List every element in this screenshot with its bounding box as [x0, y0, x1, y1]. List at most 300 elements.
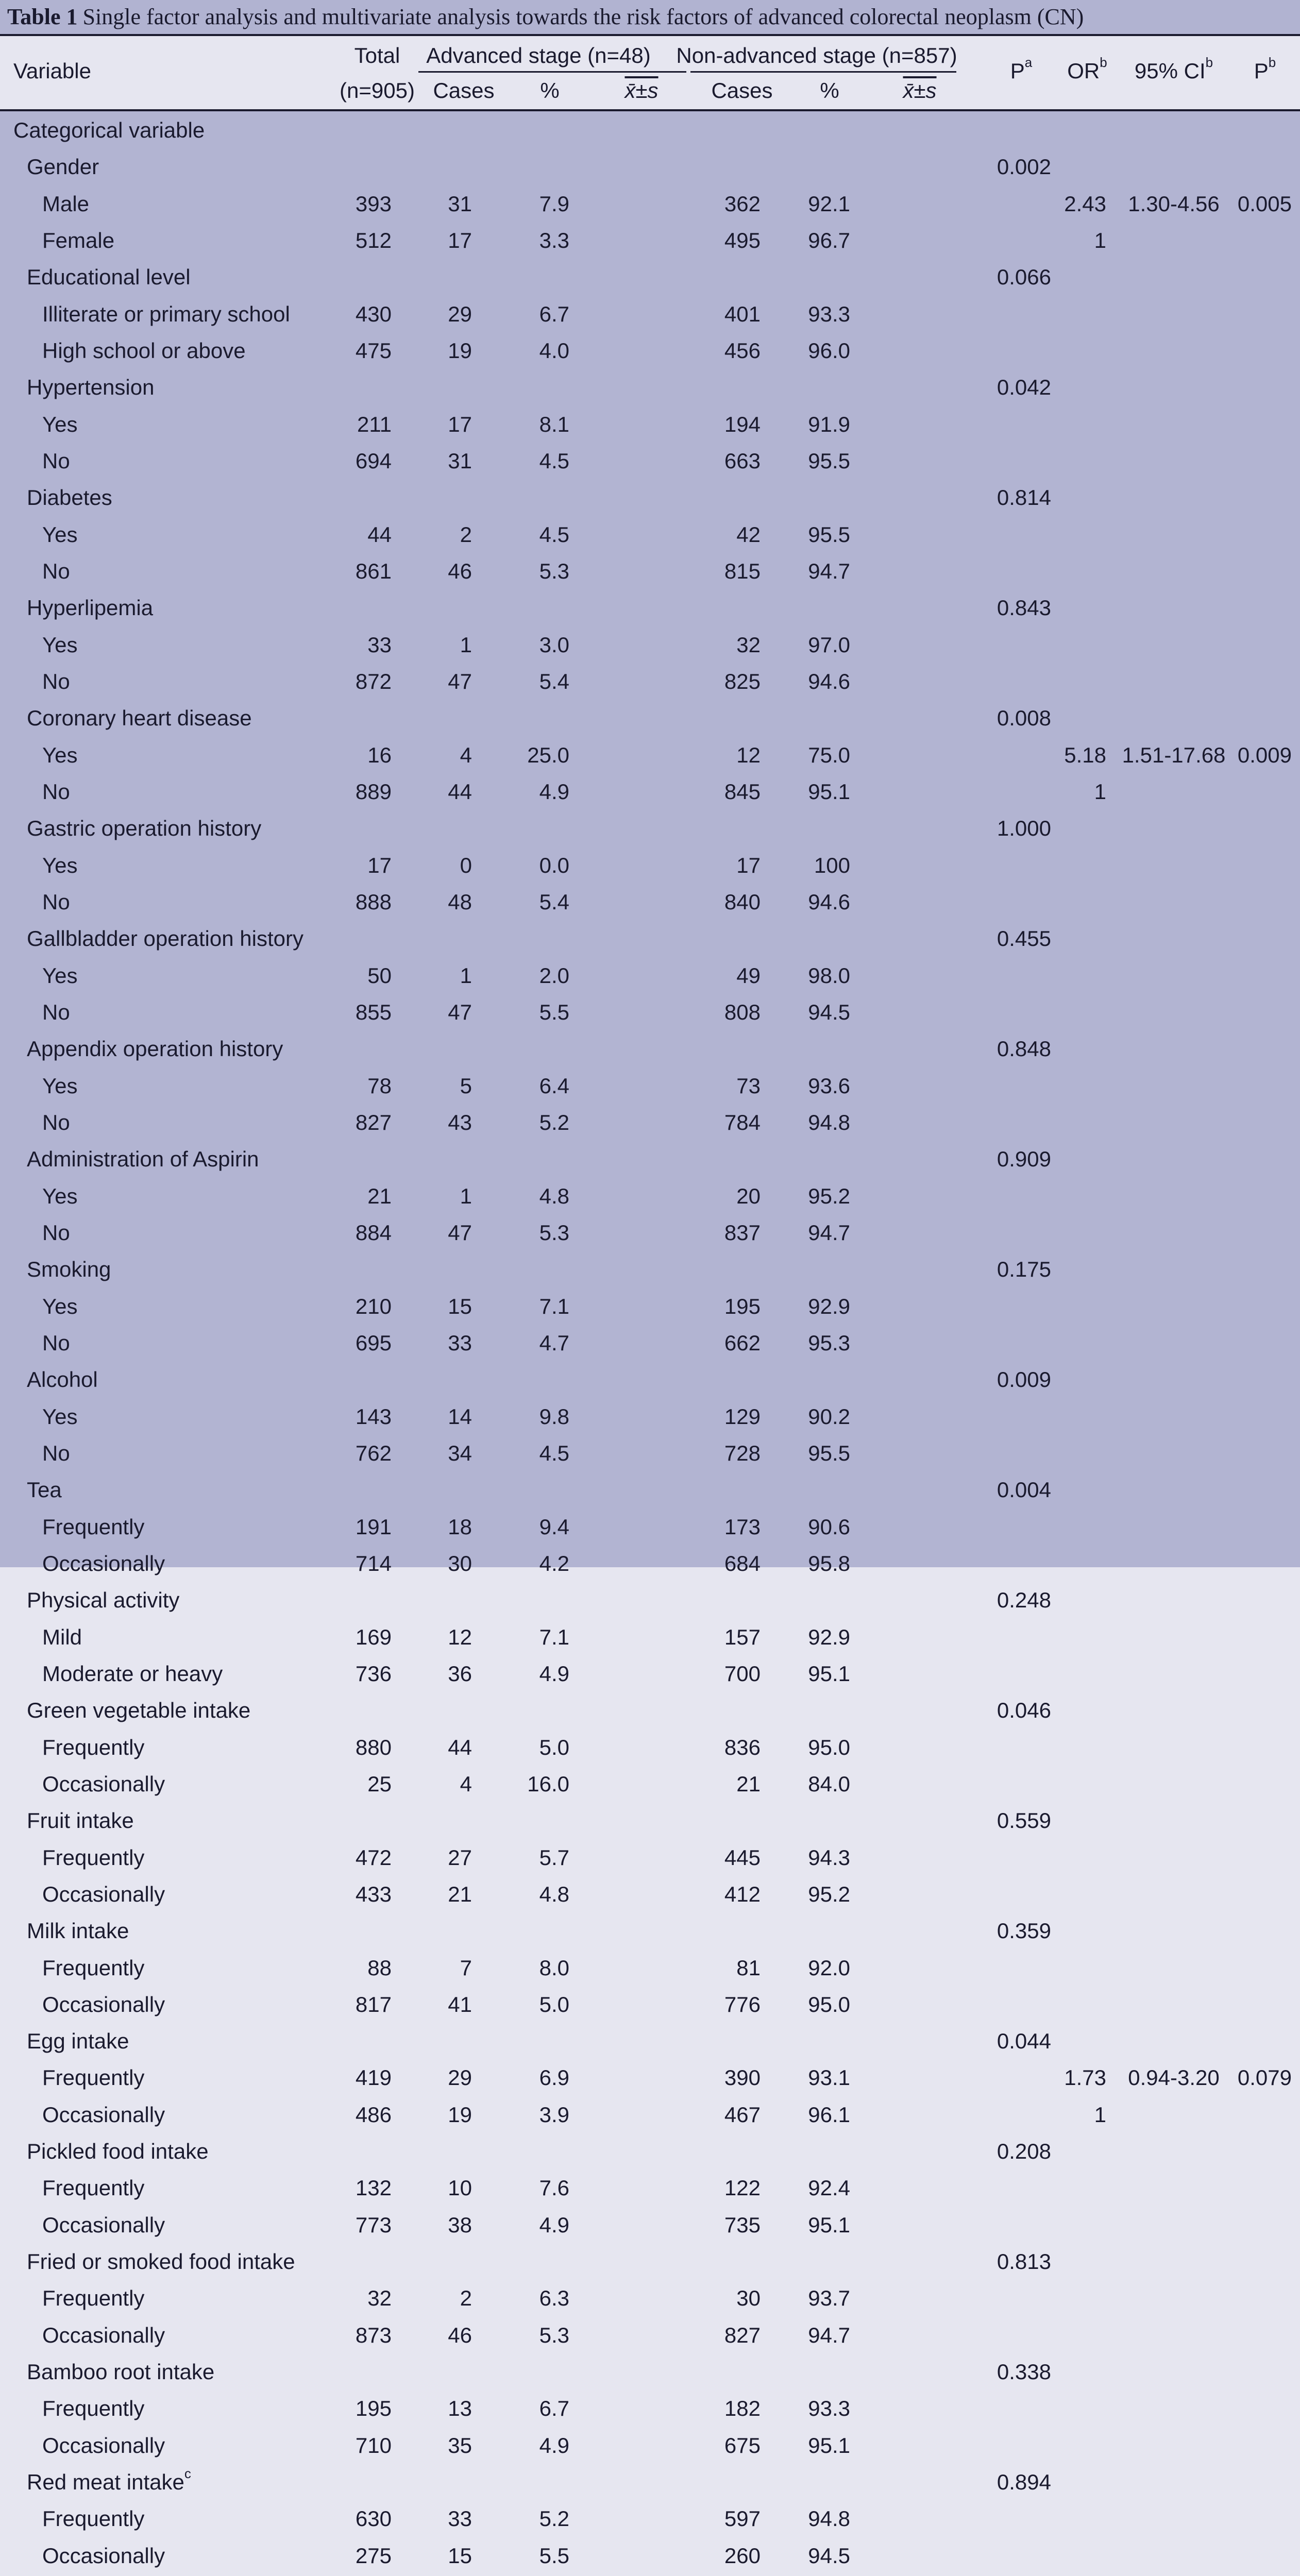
cell-adv-percent: 5.2	[539, 2506, 569, 2531]
row-label: Yes	[42, 522, 78, 547]
group-label: Pickled food intake	[27, 2139, 209, 2164]
cell-non-cases: 700	[724, 1661, 761, 1686]
cell-adv-percent: 25.0	[527, 742, 569, 767]
cell-non-cases: 597	[724, 2506, 761, 2531]
cell-non-cases: 840	[724, 889, 761, 914]
row-label: No	[42, 669, 70, 693]
cell-adv-cases: 7	[460, 1955, 472, 1980]
cell-non-cases: 663	[724, 448, 761, 473]
cell-adv-cases: 19	[448, 2102, 472, 2127]
cell-total: 143	[355, 1404, 392, 1429]
cell-non-percent: 93.6	[808, 1073, 850, 1098]
cell-adv-percent: 5.0	[539, 1992, 569, 2016]
cell-adv-percent: 7.1	[539, 1624, 569, 1649]
header-adv-percent: %	[540, 78, 560, 103]
cell-non-percent: 94.3	[808, 1845, 850, 1870]
cell-non-percent: 95.8	[808, 1551, 850, 1575]
cell-non-cases: 73	[736, 1073, 761, 1098]
header-adv-mean-sd: x̄±s	[624, 78, 659, 103]
cell-non-percent: 94.7	[808, 558, 850, 583]
cell-non-cases: 684	[724, 1551, 761, 1575]
cell-total: 16	[367, 742, 392, 767]
cell-p-a: 0.455	[997, 926, 1051, 951]
cell-total: 817	[355, 1992, 392, 2016]
cell-p-a: 0.359	[997, 1919, 1051, 1943]
cell-non-percent: 95.1	[808, 2212, 850, 2237]
cell-adv-cases: 1	[460, 1183, 472, 1208]
cell-non-cases: 808	[724, 999, 761, 1024]
cell-non-cases: 815	[724, 558, 761, 583]
cell-or: 1.73	[1064, 2065, 1106, 2090]
cell-total: 694	[355, 448, 392, 473]
cell-adv-percent: 8.1	[539, 412, 569, 436]
cell-adv-percent: 5.5	[539, 2543, 569, 2568]
row-label: No	[42, 448, 70, 473]
cell-p-a: 0.009	[997, 1367, 1051, 1392]
cell-non-cases: 662	[724, 1330, 761, 1355]
cell-p-a: 0.044	[997, 2029, 1051, 2054]
cell-non-percent: 95.0	[808, 1735, 850, 1759]
cell-non-cases: 21	[736, 1771, 761, 1796]
cell-adv-cases: 41	[448, 1992, 472, 2016]
cell-adv-cases: 13	[448, 2396, 472, 2421]
cell-non-percent: 98.0	[808, 963, 850, 988]
cell-total: 25	[367, 1771, 392, 1796]
cell-total: 430	[355, 301, 392, 326]
row-label: No	[42, 779, 70, 804]
cell-adv-cases: 29	[448, 2065, 472, 2090]
cell-adv-cases: 44	[448, 1735, 472, 1759]
cell-adv-percent: 5.4	[539, 889, 569, 914]
cell-non-percent: 94.5	[808, 2543, 850, 2568]
row-label: Moderate or heavy	[42, 1661, 223, 1686]
header-non-cases: Cases	[711, 78, 773, 103]
cell-non-cases: 401	[724, 301, 761, 326]
cell-or: 2.43	[1064, 191, 1106, 216]
cell-non-percent: 90.6	[808, 1514, 850, 1539]
cell-non-cases: 129	[724, 1404, 761, 1429]
cell-non-cases: 20	[736, 1183, 761, 1208]
cell-adv-percent: 5.2	[539, 1110, 569, 1134]
group-label: Coronary heart disease	[27, 706, 252, 731]
cell-adv-percent: 4.5	[539, 448, 569, 473]
cell-total: 78	[367, 1073, 392, 1098]
cell-p-a: 0.042	[997, 375, 1051, 400]
cell-adv-percent: 7.1	[539, 1294, 569, 1318]
row-label: Yes	[42, 1404, 78, 1429]
cell-adv-cases: 35	[448, 2433, 472, 2458]
cell-adv-cases: 46	[448, 558, 472, 583]
row-label: Frequently	[42, 2065, 145, 2090]
row-label: Male	[42, 191, 90, 216]
cell-p-a: 0.066	[997, 265, 1051, 290]
row-label: Yes	[42, 742, 78, 767]
cell-total: 630	[355, 2506, 392, 2531]
header-p-b: $P^b$	[1254, 55, 1276, 83]
header-or: $OR^b$	[1067, 55, 1107, 83]
row-label: Frequently	[42, 1514, 145, 1539]
cell-adv-percent: 4.0	[539, 338, 569, 363]
group-label: Tea	[27, 1478, 62, 1502]
cell-adv-cases: 17	[448, 228, 472, 252]
cell-ci: 0.94-3.20	[1128, 2065, 1220, 2090]
cell-total: 512	[355, 228, 392, 252]
cell-non-percent: 95.3	[808, 1330, 850, 1355]
cell-total: 873	[355, 2323, 392, 2347]
cell-non-percent: 96.0	[808, 338, 850, 363]
cell-total: 472	[355, 1845, 392, 1870]
cell-adv-percent: 6.7	[539, 301, 569, 326]
cell-non-percent: 95.1	[808, 2433, 850, 2458]
cell-non-percent: 93.7	[808, 2286, 850, 2311]
group-label: Milk intake	[27, 1919, 129, 1943]
header-total: Total	[354, 43, 400, 67]
row-label: Occasionally	[42, 1771, 165, 1796]
cell-p-a: 0.004	[997, 1478, 1051, 1502]
cell-adv-percent: 3.9	[539, 2102, 569, 2127]
cell-adv-cases: 47	[448, 669, 472, 693]
cell-non-percent: 95.0	[808, 1992, 850, 2016]
cell-non-percent: 95.1	[808, 779, 850, 804]
cell-adv-percent: 4.8	[539, 1183, 569, 1208]
cell-adv-cases: 15	[448, 2543, 472, 2568]
cell-non-percent: 94.8	[808, 1110, 850, 1134]
cell-p-a: 0.208	[997, 2139, 1051, 2164]
table-header	[0, 36, 1300, 111]
cell-non-percent: 96.1	[808, 2102, 850, 2127]
cell-p-b: 0.079	[1237, 2065, 1292, 2090]
cell-total: 888	[355, 889, 392, 914]
cell-adv-percent: 4.9	[539, 1661, 569, 1686]
row-label: Illiterate or primary school	[42, 301, 290, 326]
cell-non-percent: 94.7	[808, 1220, 850, 1245]
cell-non-percent: 95.5	[808, 522, 850, 547]
cell-adv-cases: 43	[448, 1110, 472, 1134]
cell-ci: 1.30-4.56	[1128, 191, 1220, 216]
cell-total: 762	[355, 1440, 392, 1465]
row-label: Occasionally	[42, 2323, 165, 2347]
cell-total: 889	[355, 779, 392, 804]
group-label: Fruit intake	[27, 1808, 134, 1833]
row-label: No	[42, 1220, 70, 1245]
group-label: Fried or smoked food intake	[27, 2249, 295, 2274]
row-label: Occasionally	[42, 1551, 165, 1575]
cell-p-a: 0.813	[997, 2249, 1051, 2274]
row-label: Frequently	[42, 2506, 145, 2531]
cell-non-cases: 173	[724, 1514, 761, 1539]
cell-non-cases: 390	[724, 2065, 761, 2090]
cell-non-cases: 735	[724, 2212, 761, 2237]
cell-adv-percent: 7.6	[539, 2176, 569, 2200]
cell-non-cases: 17	[736, 853, 761, 877]
cell-non-percent: 90.2	[808, 1404, 850, 1429]
group-label: Gastric operation history	[27, 816, 262, 841]
cell-total: 695	[355, 1330, 392, 1355]
cell-non-percent: 75.0	[808, 742, 850, 767]
cell-non-percent: 91.9	[808, 412, 850, 436]
cell-non-cases: 845	[724, 779, 761, 804]
cell-or: 1	[1094, 2102, 1106, 2127]
cell-adv-percent: 16.0	[527, 1771, 569, 1796]
cell-non-percent: 96.7	[808, 228, 850, 252]
group-label: Bamboo root intake	[27, 2360, 215, 2384]
row-label: Frequently	[42, 2396, 145, 2421]
row-label: No	[42, 889, 70, 914]
cell-adv-cases: 19	[448, 338, 472, 363]
cell-or: 1	[1094, 779, 1106, 804]
cell-adv-percent: 4.2	[539, 1551, 569, 1575]
cell-p-b: 0.005	[1237, 191, 1292, 216]
cell-adv-cases: 4	[460, 1771, 472, 1796]
cell-total: 827	[355, 1110, 392, 1134]
cell-non-percent: 84.0	[808, 1771, 850, 1796]
cell-p-b: 0.009	[1237, 742, 1292, 767]
row-label: Frequently	[42, 1845, 145, 1870]
cell-non-percent: 92.9	[808, 1624, 850, 1649]
cell-total: 855	[355, 999, 392, 1024]
cell-non-cases: 194	[724, 412, 761, 436]
row-label: Yes	[42, 1294, 78, 1318]
cell-adv-cases: 18	[448, 1514, 472, 1539]
row-label: Occasionally	[42, 1992, 165, 2016]
cell-total: 195	[355, 2396, 392, 2421]
cell-adv-cases: 46	[448, 2323, 472, 2347]
group-label: Educational level	[27, 265, 191, 290]
cell-non-cases: 675	[724, 2433, 761, 2458]
cell-adv-cases: 1	[460, 963, 472, 988]
group-label: Appendix operation history	[27, 1037, 283, 1061]
cell-total: 210	[355, 1294, 392, 1318]
table-caption: Single factor analysis and multivariate analysis towards the risk factors of advanced colorectal neoplasm (CN)	[82, 4, 1084, 29]
row-label: Frequently	[42, 2286, 145, 2311]
cell-non-percent: 92.9	[808, 1294, 850, 1318]
cell-adv-cases: 31	[448, 448, 472, 473]
header-variable: Variable	[13, 59, 91, 83]
group-label: Hyperlipemia	[27, 596, 154, 620]
cell-adv-percent: 3.0	[539, 632, 569, 657]
cell-p-a: 0.894	[997, 2470, 1051, 2495]
cell-non-cases: 122	[724, 2176, 761, 2200]
cell-p-a: 0.002	[997, 155, 1051, 179]
header-non-percent: %	[820, 78, 839, 103]
cell-non-percent: 92.1	[808, 191, 850, 216]
group-label: Administration of Aspirin	[27, 1147, 259, 1172]
cell-total: 132	[355, 2176, 392, 2200]
cell-non-percent: 93.3	[808, 2396, 850, 2421]
cell-p-a: 0.559	[997, 1808, 1051, 1833]
cell-p-a: 1.000	[997, 816, 1051, 841]
cell-adv-cases: 47	[448, 1220, 472, 1245]
cell-total: 433	[355, 1882, 392, 1906]
cell-non-cases: 776	[724, 1992, 761, 2016]
cell-total: 884	[355, 1220, 392, 1245]
cell-total: 44	[367, 522, 392, 547]
row-label: Yes	[42, 632, 78, 657]
row-label: Occasionally	[42, 2543, 165, 2568]
cell-non-cases: 260	[724, 2543, 761, 2568]
cell-total: 32	[367, 2286, 392, 2311]
cell-non-percent: 95.2	[808, 1882, 850, 1906]
cell-adv-cases: 15	[448, 1294, 472, 1318]
cell-total: 88	[367, 1955, 392, 1980]
cell-p-a: 0.008	[997, 706, 1051, 731]
cell-adv-percent: 6.4	[539, 1073, 569, 1098]
cell-p-a: 0.046	[997, 1698, 1051, 1723]
group-label: Hypertension	[27, 375, 155, 400]
row-label: Frequently	[42, 1955, 145, 1980]
cell-adv-percent: 7.9	[539, 191, 569, 216]
cell-adv-percent: 4.9	[539, 2433, 569, 2458]
cell-non-cases: 825	[724, 669, 761, 693]
row-label: Yes	[42, 1183, 78, 1208]
cell-adv-percent: 3.3	[539, 228, 569, 252]
cell-total: 486	[355, 2102, 392, 2127]
cell-non-cases: 182	[724, 2396, 761, 2421]
row-label: No	[42, 999, 70, 1024]
cell-non-cases: 42	[736, 522, 761, 547]
cell-total: 33	[367, 632, 392, 657]
cell-adv-percent: 4.9	[539, 779, 569, 804]
cell-non-percent: 93.1	[808, 2065, 850, 2090]
cell-non-cases: 362	[724, 191, 761, 216]
cell-adv-percent: 4.9	[539, 2212, 569, 2237]
cell-non-percent: 94.6	[808, 889, 850, 914]
row-label: Mild	[42, 1624, 82, 1649]
cell-non-cases: 412	[724, 1882, 761, 1906]
cell-p-a: 0.848	[997, 1037, 1051, 1061]
group-label: Gender	[27, 155, 99, 179]
cell-adv-percent: 6.9	[539, 2065, 569, 2090]
cell-adv-cases: 30	[448, 1551, 472, 1575]
row-label: No	[42, 1440, 70, 1465]
cell-total: 419	[355, 2065, 392, 2090]
cell-total: 50	[367, 963, 392, 988]
cell-total: 211	[357, 412, 392, 436]
cell-adv-percent: 5.3	[539, 558, 569, 583]
cell-adv-percent: 5.0	[539, 1735, 569, 1759]
cell-non-cases: 836	[724, 1735, 761, 1759]
cell-adv-percent: 8.0	[539, 1955, 569, 1980]
cell-non-percent: 95.5	[808, 1440, 850, 1465]
cell-adv-cases: 5	[460, 1073, 472, 1098]
group-label: Physical activity	[27, 1588, 180, 1613]
cell-non-cases: 728	[724, 1440, 761, 1465]
cell-adv-cases: 27	[448, 1845, 472, 1870]
row-label: Yes	[42, 1073, 78, 1098]
header-rule-non-advanced	[690, 71, 956, 73]
row-label: No	[42, 1330, 70, 1355]
cell-p-a: 0.843	[997, 596, 1051, 620]
row-label: Yes	[42, 412, 78, 436]
cell-adv-cases: 21	[448, 1882, 472, 1906]
cell-adv-cases: 14	[448, 1404, 472, 1429]
cell-adv-percent: 5.7	[539, 1845, 569, 1870]
cell-non-percent: 95.1	[808, 1661, 850, 1686]
cell-adv-percent: 5.4	[539, 669, 569, 693]
cell-adv-percent: 0.0	[539, 853, 569, 877]
cell-adv-percent: 4.5	[539, 522, 569, 547]
cell-total: 736	[355, 1661, 392, 1686]
cell-total: 773	[355, 2212, 392, 2237]
header-ci: 95% $CI^b$	[1134, 55, 1213, 83]
group-label: Red meat intake$^c$	[27, 2466, 191, 2495]
cell-p-a: 0.338	[997, 2360, 1051, 2384]
cell-total: 872	[355, 669, 392, 693]
cell-non-percent: 94.5	[808, 999, 850, 1024]
cell-or: 5.18	[1064, 742, 1106, 767]
group-label: Alcohol	[27, 1367, 98, 1392]
group-label: Smoking	[27, 1257, 111, 1282]
section-label: Categorical variable	[13, 118, 205, 142]
group-label: Diabetes	[27, 485, 112, 510]
cell-total: 17	[367, 853, 392, 877]
cell-or: 1	[1094, 228, 1106, 252]
cell-non-cases: 784	[724, 1110, 761, 1134]
cell-adv-cases: 0	[460, 853, 472, 877]
cell-adv-percent: 5.5	[539, 999, 569, 1024]
row-label: No	[42, 558, 70, 583]
cell-adv-cases: 44	[448, 779, 472, 804]
cell-p-a: 0.909	[997, 1147, 1051, 1172]
cell-adv-cases: 2	[460, 2286, 472, 2311]
cell-adv-cases: 29	[448, 301, 472, 326]
cell-total: 475	[355, 338, 392, 363]
cell-non-cases: 81	[736, 1955, 761, 1980]
cell-adv-percent: 5.3	[539, 2323, 569, 2347]
header-advanced-group: Advanced stage (n=48)	[426, 43, 651, 67]
cell-adv-cases: 47	[448, 999, 472, 1024]
cell-adv-cases: 36	[448, 1661, 472, 1686]
cell-non-cases: 12	[736, 742, 761, 767]
row-label: Occasionally	[42, 2433, 165, 2458]
row-label: Occasionally	[42, 1882, 165, 1906]
cell-adv-cases: 1	[460, 632, 472, 657]
header-p-a: $P^a$	[1010, 55, 1033, 83]
cell-total: 710	[355, 2433, 392, 2458]
group-label: Green vegetable intake	[27, 1698, 251, 1723]
cell-adv-percent: 2.0	[539, 963, 569, 988]
cell-adv-cases: 2	[460, 522, 472, 547]
group-label: Gallbladder operation history	[27, 926, 303, 951]
row-label: Female	[42, 228, 115, 252]
cell-ci: 1.51-17.68	[1122, 742, 1226, 767]
cell-non-percent: 95.5	[808, 448, 850, 473]
cell-non-cases: 49	[736, 963, 761, 988]
header-non-mean-sd: x̄±s	[903, 78, 937, 103]
cell-adv-percent: 5.3	[539, 1220, 569, 1245]
cell-adv-cases: 33	[448, 1330, 472, 1355]
cell-adv-percent: 6.7	[539, 2396, 569, 2421]
cell-adv-cases: 33	[448, 2506, 472, 2531]
cell-adv-cases: 4	[460, 742, 472, 767]
cell-adv-cases: 12	[448, 1624, 472, 1649]
cell-non-cases: 32	[736, 632, 761, 657]
cell-adv-percent: 9.8	[539, 1404, 569, 1429]
cell-adv-percent: 6.3	[539, 2286, 569, 2311]
cell-adv-cases: 17	[448, 412, 472, 436]
row-label: High school or above	[42, 338, 246, 363]
cell-total: 861	[355, 558, 392, 583]
cell-adv-cases: 10	[448, 2176, 472, 2200]
cell-adv-cases: 34	[448, 1440, 472, 1465]
cell-non-cases: 445	[724, 1845, 761, 1870]
cell-non-percent: 94.8	[808, 2506, 850, 2531]
cell-non-percent: 93.3	[808, 301, 850, 326]
cell-total: 393	[355, 191, 392, 216]
row-label: Occasionally	[42, 2212, 165, 2237]
cell-adv-percent: 4.5	[539, 1440, 569, 1465]
cell-non-percent: 95.2	[808, 1183, 850, 1208]
